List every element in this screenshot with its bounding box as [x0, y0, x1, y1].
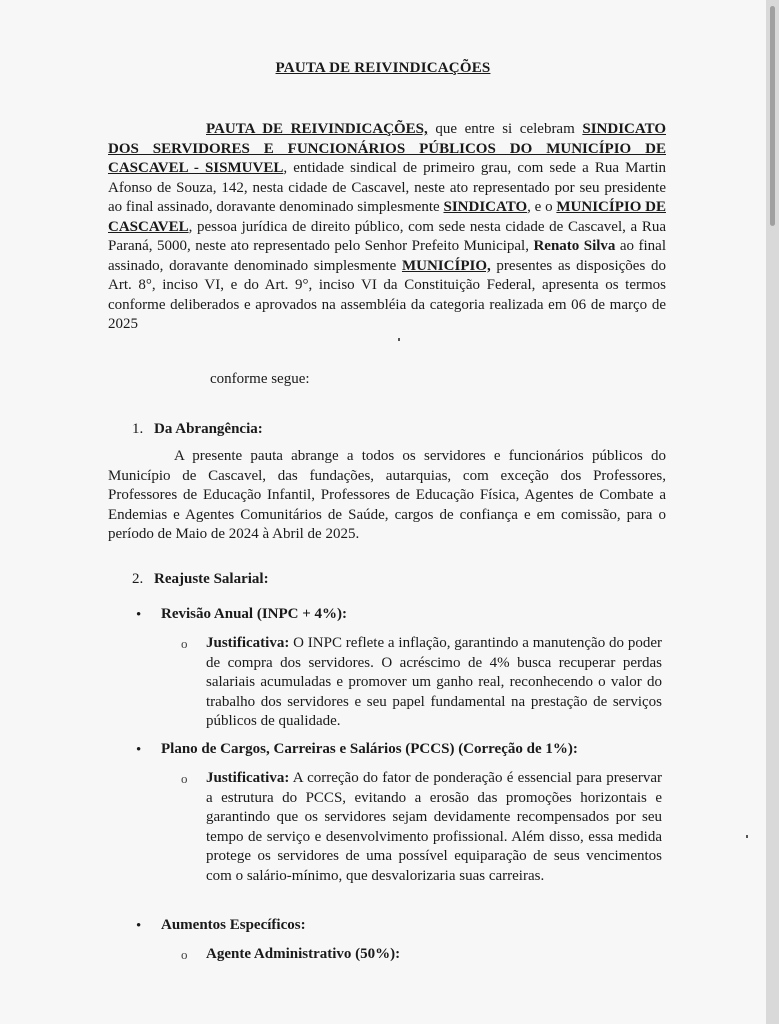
justificativa-1: o Justificativa: O INPC reflete a inflação, garantindo a manutenção do poder de compra dos servidores. O acréscimo de 4% busca recuperar perdas salariais acumuladas e promover um ganho real, reconhecendo o valor do trabalho dos servidores e seu papel fundamental na prestação de serviços públicos de qualidade. [181, 635, 662, 729]
document-title: PAUTA DE REIVINDICAÇÕES [275, 60, 491, 76]
circle-bullet-icon: o [181, 947, 188, 962]
bullet-icon: • [136, 742, 142, 758]
scrollbar-thumb[interactable] [770, 6, 775, 226]
municipio-short: MUNICÍPIO, [401, 257, 491, 274]
sindicato-name: SINDICATO DOS SERVIDORES E FUNCIONÁRIOS PÚBLICOS DO MUNICÍPIO DE CASCAVEL - SISMUVEL [108, 121, 666, 176]
municipio-name: MUNICÍPIO DE CASCAVEL [108, 199, 666, 235]
vertical-scrollbar[interactable] [766, 0, 779, 1024]
bullet-icon: • [136, 607, 142, 623]
bullet-icon: • [136, 918, 142, 934]
circle-bullet-icon: o [181, 771, 188, 786]
section-1-heading: 1. Da Abrangência: [132, 421, 263, 437]
sindicato-short: SINDICATO [443, 199, 528, 215]
section-2-number: 2. [132, 571, 144, 587]
prefeito-name: Renato Silva [533, 238, 616, 254]
conforme-text: conforme segue: [210, 371, 310, 387]
section-1-text: A presente pauta abrange a todos os servidores e funcionários públicos do Município de Cascavel, das fundações, autarquias, com exceção dos Professores, Professores de Educação Infantil, Professores de Educação Física, Agentes de Combate a Endemias e Agentes Comunitários de Saúde, cargos de confiança e em comissão, para o período de Maio de 2024 à Abril de 2025. [108, 448, 666, 542]
justificativa-2: o Justificativa: A correção do fator de ponderação é essencial para preservar a estrutura do PCCS, evitando a erosão das promoções horizontais e garantindo que os servidores sejam devidamente recompensados por seu tempo de serviço e desenvolvimento profissional. Além disso, essa medida protege os servidores de uma possível equiparação de seus vencimentos com o salário-mínimo, que desvalorizaria suas carreiras. [181, 770, 662, 884]
stray-mark [746, 835, 748, 838]
section-2-heading: 2. Reajuste Salarial: [132, 571, 269, 587]
bullet-title: Plano de Cargos, Carreiras e Salários (PCCS) (Correção de 1%): [161, 741, 578, 757]
intro-lead: PAUTA DE REIVINDICAÇÕES, [206, 121, 428, 137]
stray-mark [398, 338, 400, 341]
agente-administrativo: o Agente Administrativo (50%): [181, 946, 401, 962]
section-1-number: 1. [132, 421, 144, 437]
bullet-title: Aumentos Específicos: [161, 917, 306, 933]
bullet-title: Revisão Anual (INPC + 4%): [161, 606, 348, 622]
circle-bullet-icon: o [181, 636, 188, 651]
intro-paragraph: PAUTA DE REIVINDICAÇÕES, que entre si celebram SINDICATO DOS SERVIDORES E FUNCIONÁRIOS PÚBLICOS DO MUNICÍPIO DE CASCAVEL - SISMUVEL, entidade sindical de primeiro grau, com sede a Rua Martin Afonso de Souza, 142, nesta cidade de Cascavel, neste ato representado por seu presidente ao final assinado, doravante denominado simplesmente SINDICATO, e o MUNICÍPIO DE CASCAVEL, pessoa jurídica de direito público, com sede nesta cidade de Cascavel, a Rua Paraná, 5000, neste ato representado pelo Senhor Prefeito Municipal, Renato Silva ao final assinado, doravante denominado simplesmente MUNICÍPIO, presentes as disposições do Art. 8°, inciso VI, e do Art. 9°, inciso VI da Constituição Federal, apresenta os termos conforme deliberados e aprovados na assembléia da categoria realizada em 06 de março de 2025 [108, 121, 666, 332]
